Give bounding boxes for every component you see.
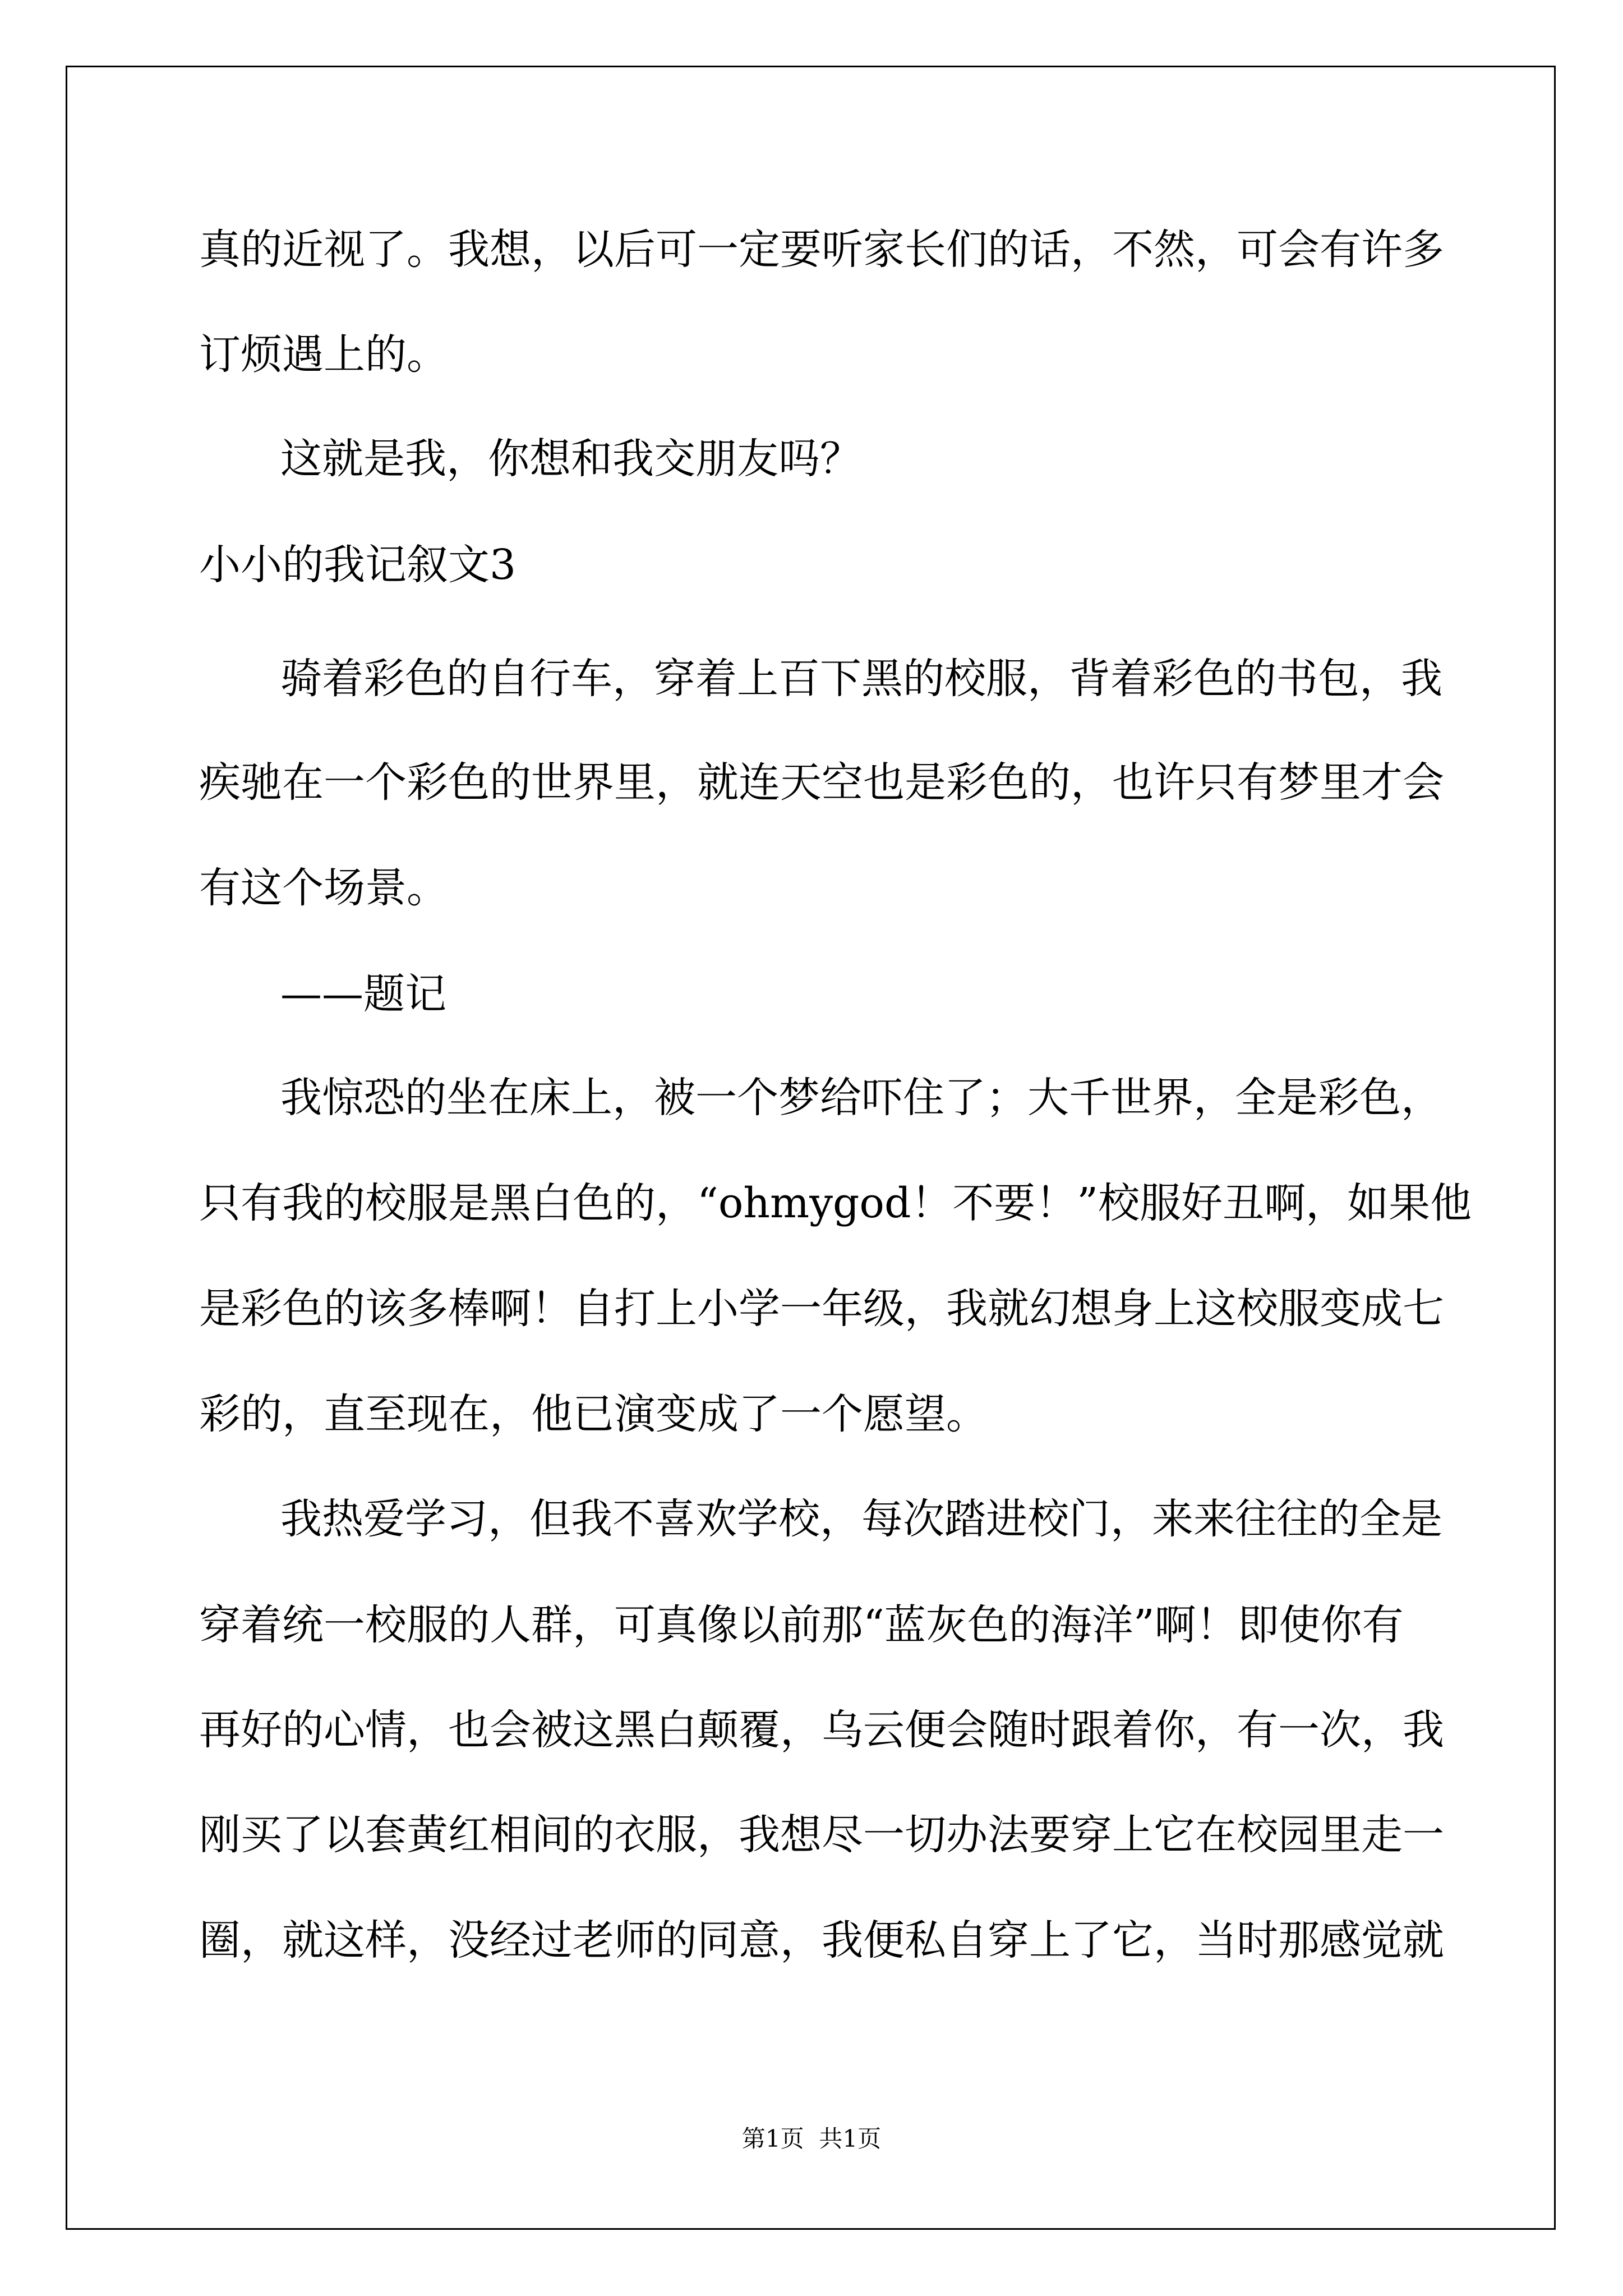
section-heading: 小小的我记叙文3	[199, 541, 517, 589]
text-line: 我热爱学习，但我不喜欢学校，每次踏进校门，来来往往的全是	[280, 1495, 1442, 1543]
text-line: 再好的心情，也会被这黑白颠覆，乌云便会随时跟着你，有一次，我	[199, 1706, 1444, 1754]
text-line: 穿着统一校服的人群，可真像以前那“蓝灰色的海洋”啊！即使你有	[199, 1601, 1404, 1649]
epigraph-attribution: ——题记	[280, 970, 446, 1018]
text-line: 彩的，直至现在，他已演变成了一个愿望。	[199, 1390, 988, 1438]
text-line: 刚买了以套黄红相间的衣服，我想尽一切办法要穿上它在校园里走一	[199, 1811, 1444, 1859]
text-line: 是彩色的该多棒啊！自打上小学一年级，我就幻想身上这校服变成七	[199, 1285, 1444, 1333]
text-line: 骑着彩色的自行车，穿着上百下黑的校服，背着彩色的书包，我	[280, 655, 1442, 703]
text-line: 订烦遇上的。	[199, 330, 448, 379]
text-line: 有这个场景。	[199, 864, 448, 912]
text-line: 圈，就这样，没经过老师的同意，我便私自穿上了它，当时那感觉就	[199, 1916, 1444, 1964]
text-line: 真的近视了。我想，以后可一定要听家长们的话，不然，可会有许多	[199, 226, 1444, 274]
text-line: 只有我的校服是黑白色的，“ohmygod！不要！”校服好丑啊，如果他	[199, 1179, 1472, 1227]
page-number: 第1页 共1页	[741, 2125, 882, 2152]
text-line: 疾驰在一个彩色的世界里，就连天空也是彩色的，也许只有梦里才会	[199, 758, 1444, 807]
text-line: 我惊恐的坐在床上，被一个梦给吓住了；大千世界，全是彩色，	[280, 1074, 1442, 1122]
page-border	[66, 66, 1556, 2230]
text-line: 这就是我，你想和我交朋友吗？	[280, 435, 861, 483]
